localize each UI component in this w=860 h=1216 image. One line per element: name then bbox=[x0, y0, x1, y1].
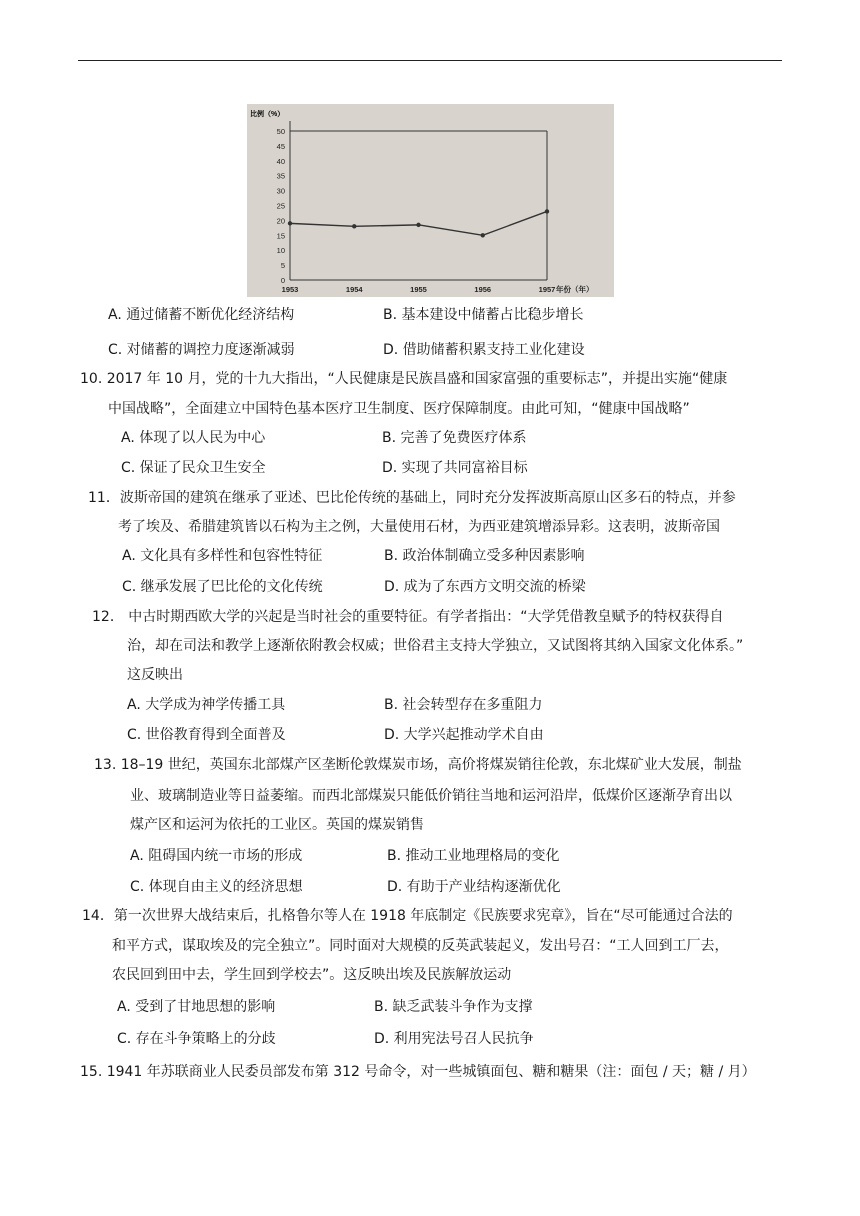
q9-option-c: C. 对储蓄的调控力度逐渐减弱 bbox=[108, 342, 295, 358]
x-tick-label: 1955 bbox=[410, 285, 427, 294]
q13-stem-line-3: 煤产区和运河为依托的工业区。英国的煤炭销售 bbox=[130, 817, 424, 833]
q13-stem-line-1: 13. 18–19 世纪，英国东北部煤产区垄断伦敦煤炭市场，高价将煤炭销往伦敦，东北煤矿业大发展，制盐 bbox=[94, 757, 742, 773]
q12-stem-line-1: 12． 中古时期西欧大学的兴起是当时社会的重要特征。有学者指出：“大学凭借教皇赋予的特权获得自 bbox=[92, 609, 724, 625]
q14-option-c: C. 存在斗争策略上的分歧 bbox=[117, 1031, 276, 1047]
q9-option-a: A. 通过储蓄不断优化经济结构 bbox=[108, 307, 295, 323]
q13-option-d: D. 有助于产业结构逐渐优化 bbox=[387, 879, 561, 895]
y-tick-label: 15 bbox=[276, 231, 285, 241]
q14-stem-line-3: 农民回到田中去，学生回到学校去”。这反映出埃及民族解放运动 bbox=[112, 967, 512, 983]
q13-option-a: A. 阻碍国内统一市场的形成 bbox=[130, 848, 303, 864]
data-point bbox=[545, 209, 549, 213]
q15-stem-line-1: 15. 1941 年苏联商业人民委员部发布第 312 号命令，对一些城镇面包、糖和糖果（注：面包 / 天；糖 / 月） bbox=[80, 1064, 756, 1080]
y-tick-label: 0 bbox=[280, 276, 285, 285]
q13-option-b: B. 推动工业地理格局的变化 bbox=[387, 848, 560, 864]
q10-option-d: D. 实现了共同富裕目标 bbox=[382, 460, 528, 476]
q14-option-d: D. 利用宪法号召人民抗争 bbox=[374, 1031, 534, 1047]
x-tick-label: 1953 bbox=[281, 285, 299, 294]
q14-option-b: B. 缺乏武装斗争作为支撑 bbox=[374, 999, 533, 1015]
chart-svg bbox=[247, 104, 614, 297]
data-point bbox=[481, 233, 485, 237]
q12-option-c: C. 世俗教育得到全面普及 bbox=[127, 727, 286, 743]
y-tick-label: 20 bbox=[276, 216, 285, 226]
q11-stem-line-1: 11．波斯帝国的建筑在继承了亚述、巴比伦传统的基础上，同时充分发挥波斯高原山区多石的特点，并参 bbox=[88, 490, 736, 506]
q14-stem-line-1: 14．第一次世界大战结束后，扎格鲁尔等人在 1918 年底制定《民族要求宪章》，旨在“尽可能通过合法的 bbox=[82, 908, 733, 924]
q12-stem-line-2: 治，却在司法和教学上逐渐依附教会权威；世俗君主支持大学独立，又试图将其纳入国家文化体系。” bbox=[127, 638, 744, 654]
q9-option-d: D. 借助储蓄积累支持工业化建设 bbox=[383, 342, 585, 358]
y-tick-label: 50 bbox=[276, 127, 285, 136]
q10-option-c: C. 保证了民众卫生安全 bbox=[121, 460, 266, 476]
x-tick-label: 1954 bbox=[345, 285, 363, 294]
q11-stem-line-2: 考了埃及、希腊建筑皆以石构为主之例，大量使用石材，为西亚建筑增添异彩。这表明，波斯帝国 bbox=[118, 519, 720, 535]
q14-stem-line-2: 和平方式，谋取埃及的完全独立”。同时面对大规模的反英武装起义，发出号召：“工人回到工厂去， bbox=[112, 938, 729, 954]
x-tick-label: 1957 bbox=[538, 285, 556, 294]
q10-stem-line-2: 中国战略”，全面建立中国特色基本医疗卫生制度、医疗保障制度。由此可知，“健康中国战略” bbox=[108, 401, 690, 417]
y-tick-label: 35 bbox=[276, 171, 285, 181]
data-point bbox=[288, 221, 292, 225]
x-tick-label: 1956 bbox=[474, 285, 492, 294]
y-tick-label: 45 bbox=[276, 141, 285, 151]
y-tick-label: 5 bbox=[280, 261, 285, 271]
q11-option-d: D. 成为了东西方文明交流的桥梁 bbox=[384, 579, 586, 595]
data-point bbox=[416, 223, 420, 227]
x-axis-title: 年份（年） bbox=[556, 285, 594, 294]
q10-option-a: A. 体现了以人民为中心 bbox=[121, 430, 266, 446]
q12-stem-line-3: 这反映出 bbox=[127, 667, 183, 683]
q11-option-b: B. 政治体制确立受多种因素影响 bbox=[384, 548, 585, 564]
header-rule bbox=[78, 60, 782, 61]
q12-option-b: B. 社会转型存在多重阻力 bbox=[384, 697, 543, 713]
y-tick-label: 30 bbox=[276, 186, 285, 196]
q11-option-a: A. 文化具有多样性和包容性特征 bbox=[122, 548, 323, 564]
q12-option-d: D. 大学兴起推动学术自由 bbox=[384, 727, 544, 743]
q11-option-c: C. 继承发展了巴比伦的文化传统 bbox=[122, 579, 323, 595]
q12-option-a: A. 大学成为神学传播工具 bbox=[127, 697, 286, 713]
data-point bbox=[352, 224, 356, 228]
y-tick-label: 25 bbox=[276, 201, 285, 211]
q14-option-a: A. 受到了甘地思想的影响 bbox=[117, 999, 276, 1015]
savings-ratio-chart bbox=[247, 104, 614, 297]
q10-stem-line-1: 10. 2017 年 10 月，党的十九大指出，“人民健康是民族昌盛和国家富强的重要标志”，并提出实施“健康 bbox=[80, 371, 728, 387]
q9-option-b: B. 基本建设中储蓄占比稳步增长 bbox=[383, 307, 584, 323]
q13-stem-line-2: 业、玻璃制造业等日益萎缩。而西北部煤炭只能低价销往当地和运河沿岸，低煤价区逐渐孕育出以 bbox=[130, 788, 732, 804]
y-tick-label: 40 bbox=[276, 156, 285, 166]
q13-option-c: C. 体现自由主义的经济思想 bbox=[130, 879, 303, 895]
q10-option-b: B. 完善了免费医疗体系 bbox=[382, 430, 527, 446]
y-tick-label: 10 bbox=[276, 246, 285, 256]
y-axis-title: 比例（%） bbox=[250, 111, 285, 118]
